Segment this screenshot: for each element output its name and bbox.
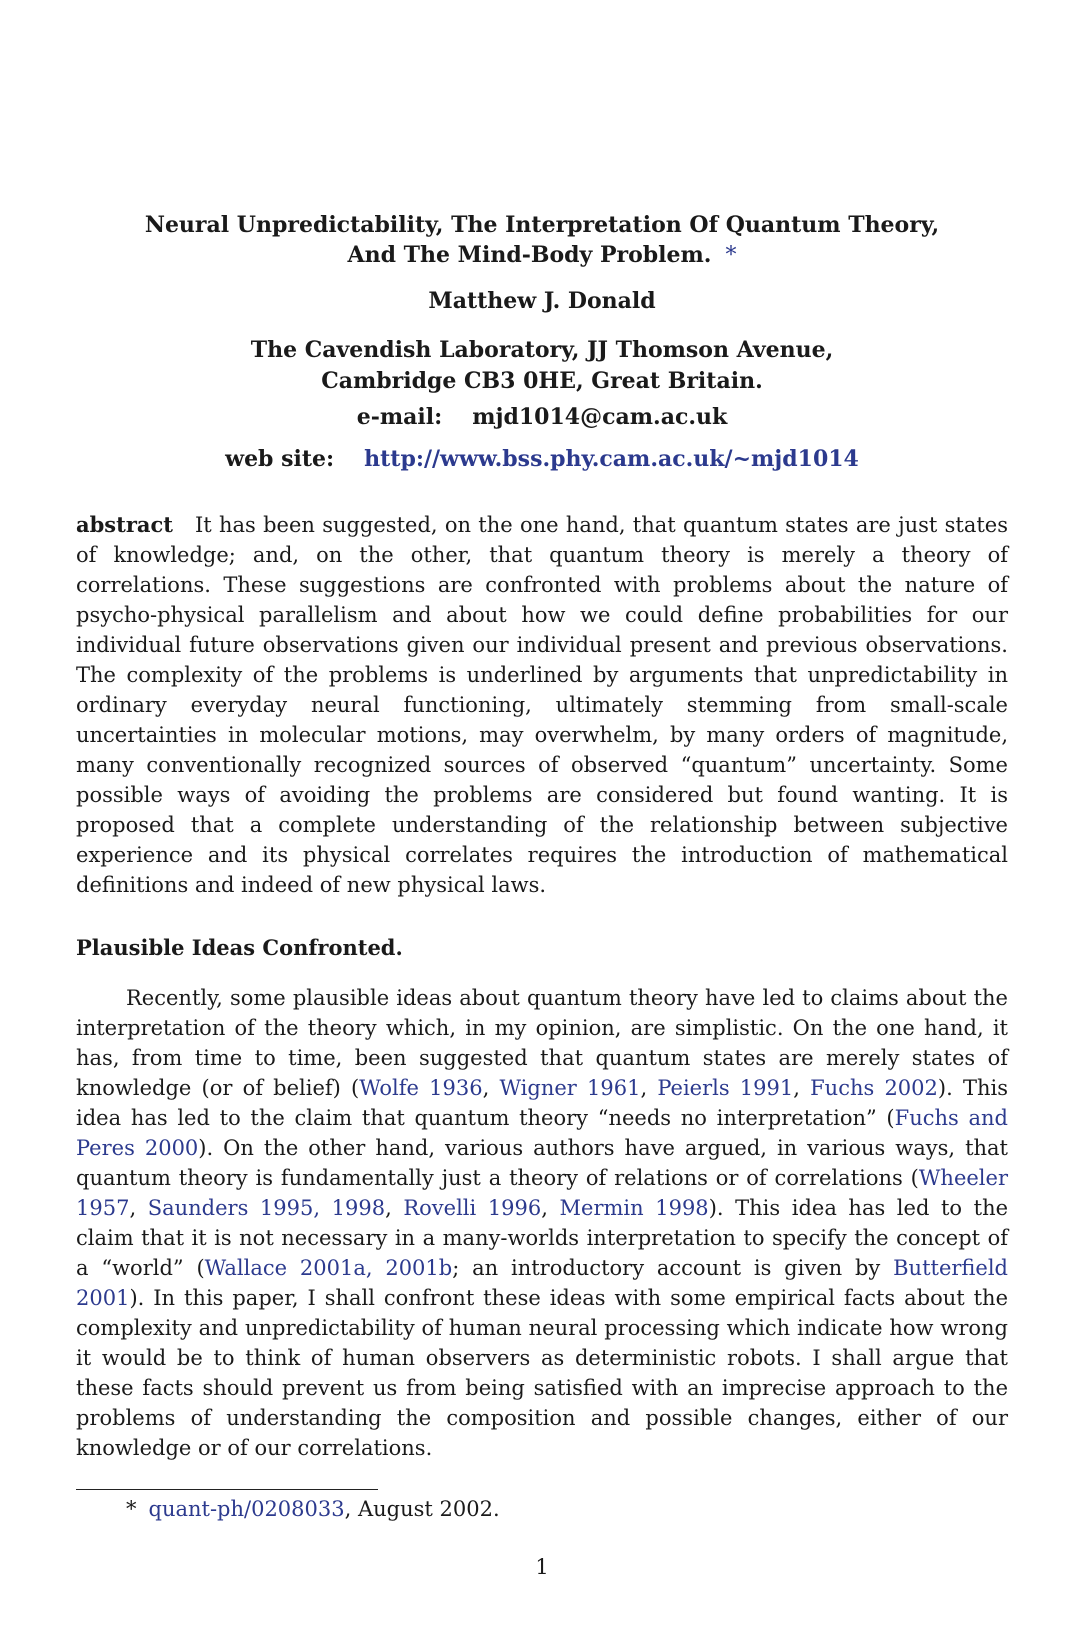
abstract-label: abstract — [76, 512, 173, 537]
citation-link[interactable]: Saunders 1995, 1998 — [147, 1196, 386, 1220]
body-text: ). In this paper, I shall confront these ideas with some empirical facts about the complexity and unpredictability of human neural processing which indicate how wrong it would be to think of human observers as deterministic robots. I shall argue that these facts should prevent us from being satisfied with an imprecise approach to the problems of understanding the composition and possible changes, either of our knowledge or of our correlations. — [76, 1286, 1008, 1460]
paper-title — [76, 210, 1008, 271]
author-name: Matthew J. Donald — [428, 288, 656, 314]
body-text: ). This idea has led to the claim that quantum theory “needs no interpretation” ( — [76, 1076, 1008, 1130]
footnote-text: , August 2002. — [344, 1497, 500, 1521]
body-text: , — [385, 1196, 404, 1220]
email-row — [76, 404, 1008, 430]
affiliation-line-2: Cambridge CB3 0HE, Great Britain. — [321, 368, 763, 394]
body-text: ). This idea has led to the claim that it is not necessary in a many-worlds interpretation to specify the concept of a “world” ( — [76, 1196, 1009, 1280]
title-line-2-text: And The Mind-Body Problem. — [347, 242, 712, 268]
title-line-1: Neural Unpredictability, The Interpretation Of Quantum Theory, — [144, 212, 940, 238]
citation-link[interactable]: Fuchs 2002 — [810, 1076, 938, 1100]
body-text: ; an introductory account is given by — [452, 1256, 894, 1280]
body-text: , — [129, 1196, 148, 1220]
body-text: , — [640, 1076, 658, 1100]
body-text: , — [793, 1076, 811, 1100]
abstract — [76, 510, 1008, 900]
email-address: mjd1014@cam.ac.uk — [472, 404, 728, 430]
section-heading: Plausible Ideas Confronted. — [76, 935, 403, 960]
website-link[interactable]: http://www.bss.phy.cam.ac.uk/~mjd1014 — [364, 446, 859, 472]
citation-link[interactable]: Wolfe 1936 — [359, 1076, 483, 1100]
footnote — [126, 1497, 500, 1521]
affiliation-line-1: The Cavendish Laboratory, JJ Thomson Avenue, — [250, 337, 834, 363]
body-text: ). On the other hand, various authors have argued, in various ways, that quantum theory is fundamentally just a theory of relations or of correlations ( — [76, 1136, 1008, 1190]
citation-link[interactable]: Fuchs and Peres 2000 — [76, 1106, 1008, 1160]
body-text: , — [482, 1076, 500, 1100]
title-footnote-link[interactable]: * — [725, 243, 737, 268]
body-text: , — [541, 1196, 560, 1220]
email-label: e-mail: — [356, 404, 443, 430]
title-line-2 — [76, 240, 1008, 271]
footnote-divider — [76, 1489, 378, 1490]
citation-link[interactable]: Rovelli 1996 — [403, 1196, 542, 1220]
citation-link[interactable]: Wigner 1961 — [499, 1076, 641, 1100]
abstract-text: It has been suggested, on the one hand, that quantum states are just states of knowledge; and, on the other, that quantum theory is merely a theory of correlations. These suggestions are confronted with problems about the nature of psycho-physical parallelism and about how we could define probabilities for our individual future observations given our individual present and previous observations. The complexity of the problems is underlined by arguments that unpredictability in ordinary everyday neural functioning, ultimately stemming from small-scale uncertainties in molecular motions, may overwhelm, by many orders of magnitude, many conventionally recognized sources of observed “quantum” uncertainty. Some possible ways of avoiding the problems are considered but found wanting. It is proposed that a complete understanding of the relationship between subjective experience and its physical correlates requires the introduction of mathematical definitions and indeed of new physical laws. — [76, 513, 1008, 897]
footnote-mark: * — [126, 1497, 137, 1521]
website-label: web site: — [225, 446, 335, 472]
citation-link[interactable]: Butterfield 2001 — [76, 1256, 1009, 1310]
website-row — [76, 446, 1008, 472]
page-number: 1 — [535, 1555, 549, 1579]
body-text: Recently, some plausible ideas about quantum theory have led to claims about the interpretation of the theory which, in my opinion, are simplistic. On the one hand, it has, from time to time, been suggested that quantum states are merely states of knowledge (or of belief) ( — [76, 986, 1008, 1100]
citation-link[interactable]: Mermin 1998 — [559, 1196, 709, 1220]
arxiv-link[interactable]: quant-ph/0208033 — [148, 1497, 345, 1521]
citation-link[interactable]: Peierls 1991 — [657, 1076, 794, 1100]
citation-link[interactable]: Wallace 2001a, 2001b — [204, 1256, 453, 1280]
citation-link[interactable]: Wheeler 1957 — [76, 1166, 1008, 1220]
body-paragraph — [76, 983, 1008, 1463]
affiliation — [76, 335, 1008, 397]
